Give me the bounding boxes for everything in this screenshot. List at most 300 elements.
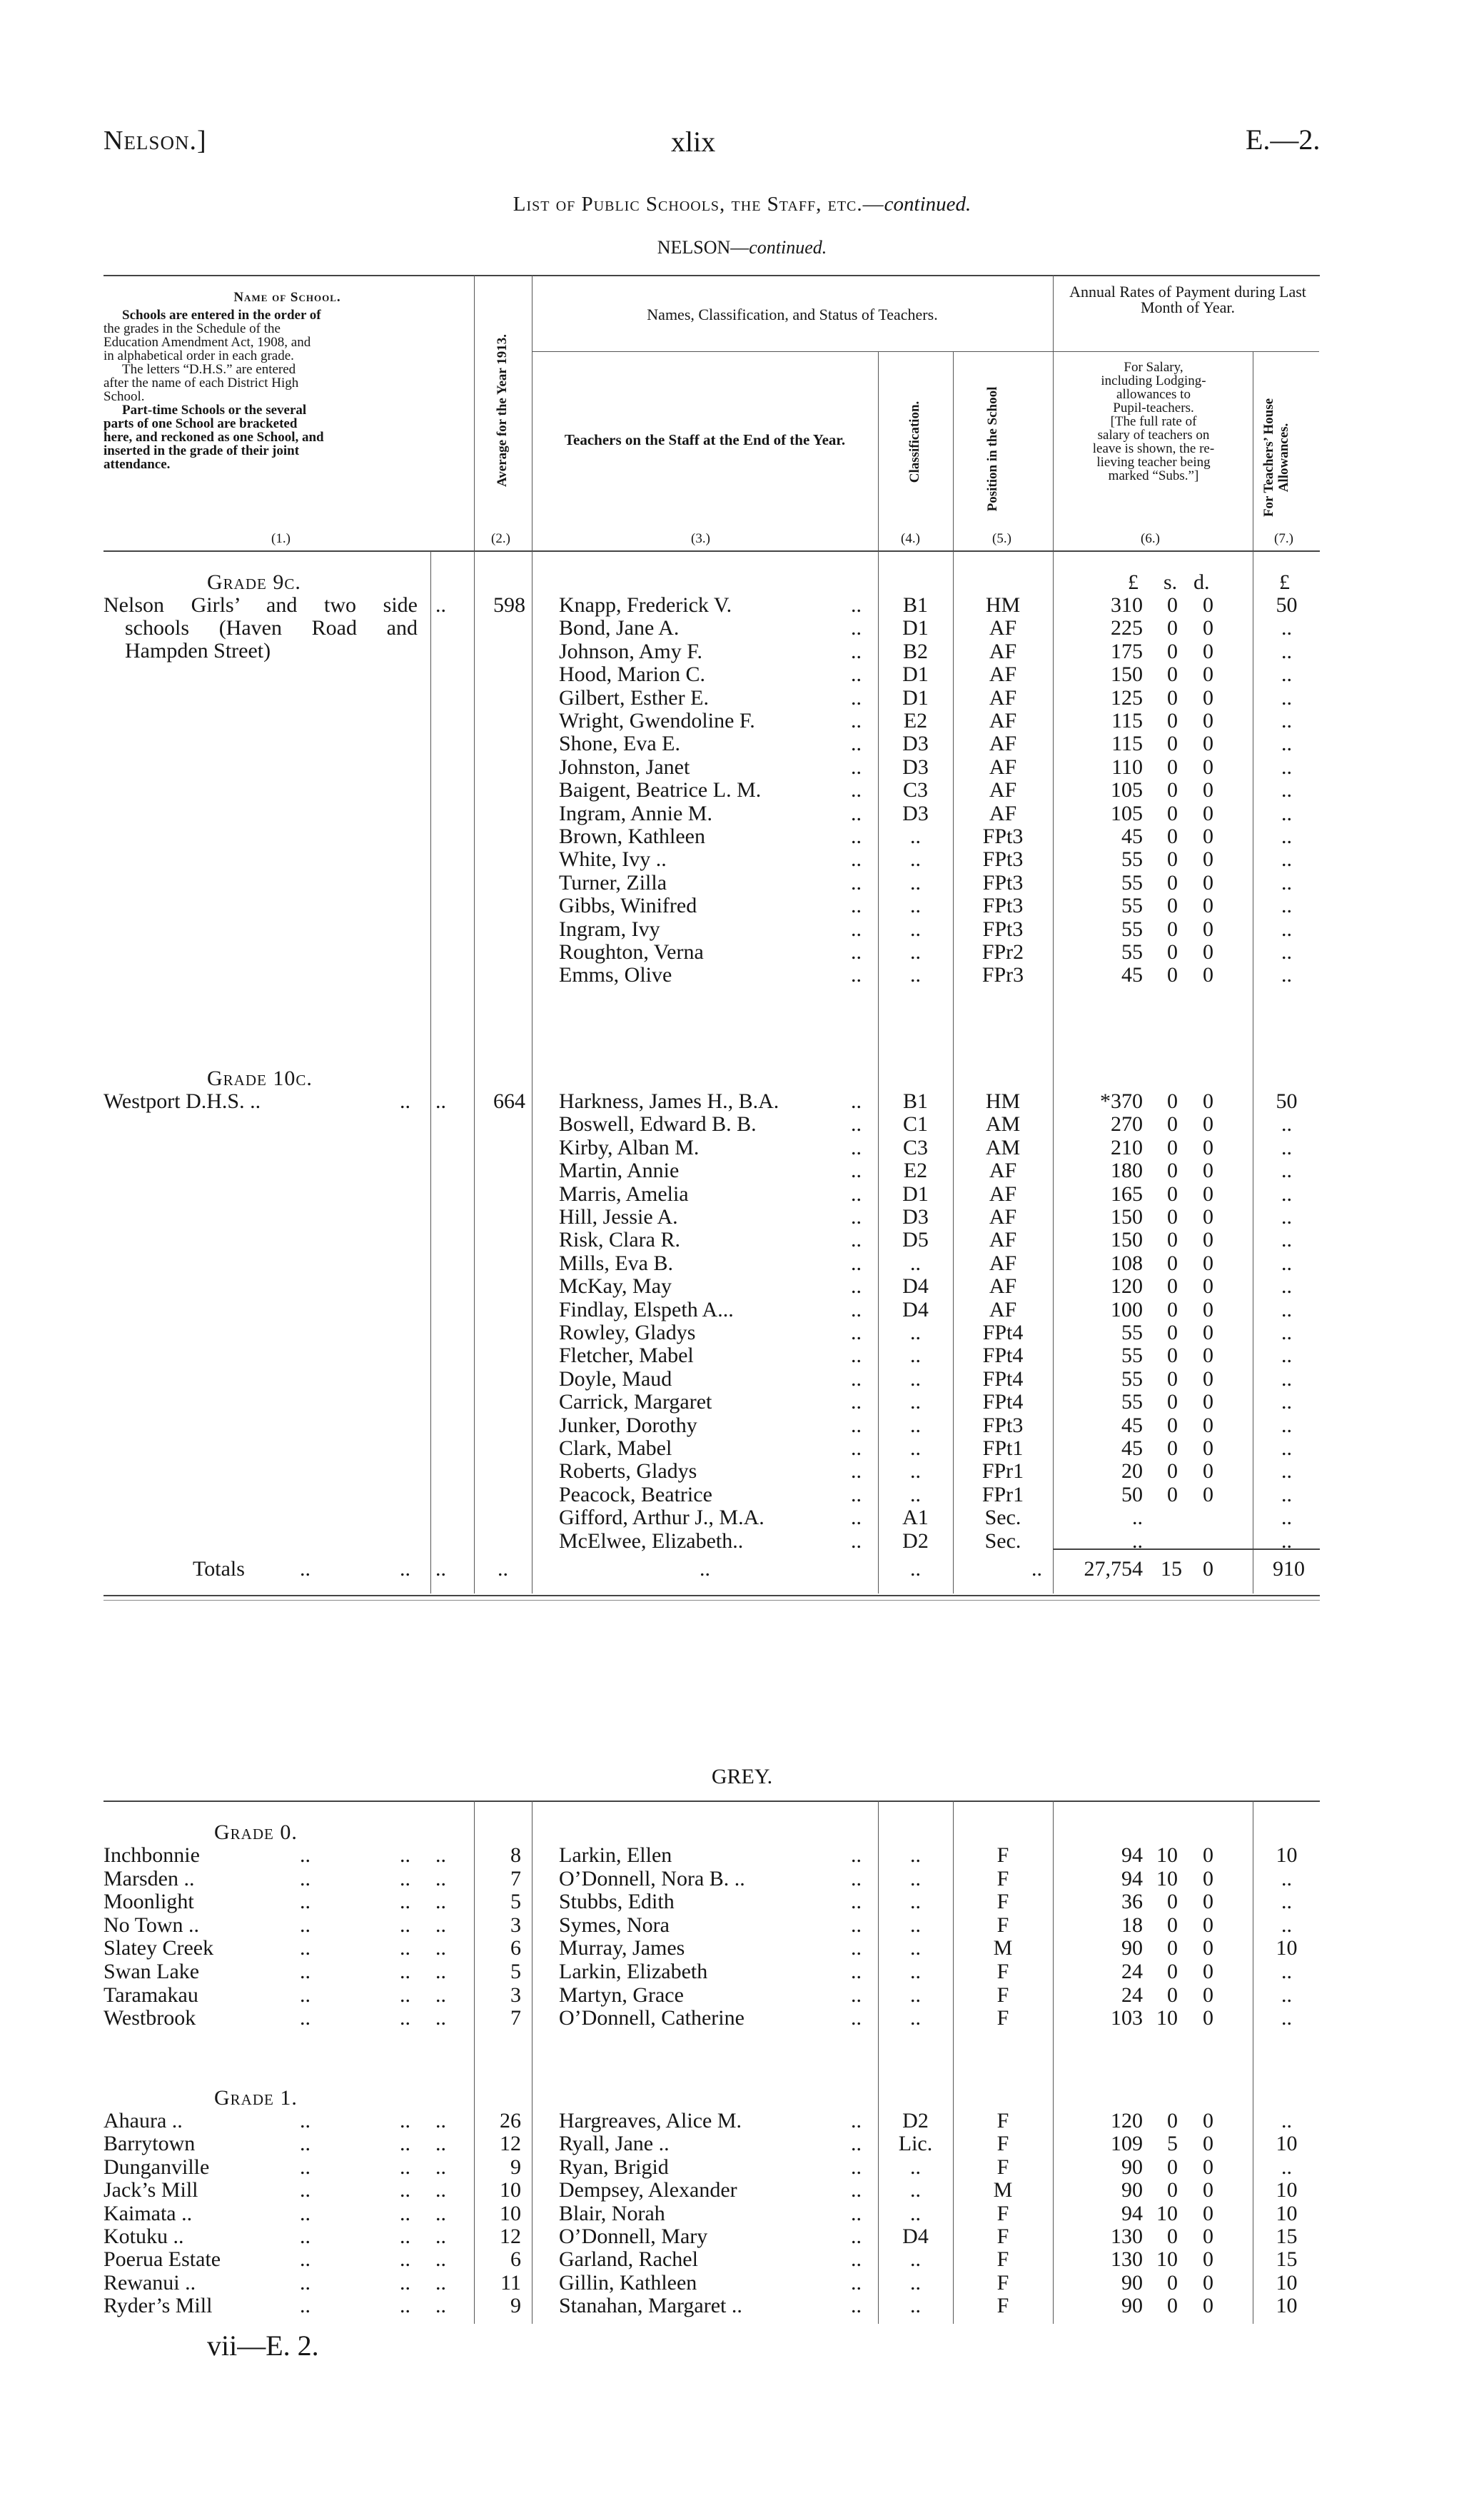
salary-pence: 0 — [1203, 593, 1213, 617]
average-attendance: 10 — [500, 2201, 521, 2225]
leader-dots: .. — [400, 1960, 410, 1983]
house-allowance: .. — [1281, 1321, 1292, 1344]
salary-line: [The full rate of — [1110, 414, 1197, 429]
salary-shillings: 0 — [1167, 1344, 1178, 1368]
salary-shillings: 0 — [1167, 1159, 1178, 1183]
col-number-5: (5.) — [992, 531, 1011, 546]
salary-shillings: 0 — [1167, 732, 1178, 756]
salary-shillings: 0 — [1167, 1390, 1178, 1414]
salary-pence: 0 — [1203, 1344, 1213, 1368]
leader-dots: .. — [851, 1159, 862, 1183]
salary-pence: 0 — [1203, 825, 1213, 848]
salary-pence: 0 — [1203, 1390, 1213, 1414]
leader-dots: .. — [435, 1866, 446, 1890]
teacher-name: Baigent, Beatrice L. M. — [559, 778, 762, 802]
salary-pence: 0 — [1203, 1482, 1213, 1506]
position: AF — [989, 1159, 1017, 1183]
salary-shillings: 0 — [1167, 1459, 1178, 1484]
totals-position: .. — [1031, 1557, 1042, 1581]
position: AF — [989, 778, 1017, 802]
salary-shillings: 0 — [1167, 1297, 1178, 1321]
teacher-name: Carrick, Margaret — [559, 1390, 712, 1414]
teacher-name: Bond, Jane A. — [559, 616, 680, 640]
leader-dots: .. — [400, 2006, 410, 2030]
vline — [474, 551, 475, 1593]
average-attendance: 12 — [500, 2132, 521, 2156]
hdr-vline-3 — [878, 351, 879, 550]
salary-pence: 0 — [1203, 1274, 1213, 1299]
classification: .. — [910, 2006, 921, 2030]
classification: .. — [910, 1983, 921, 2007]
school-name: Jack’s Mill — [104, 2178, 198, 2202]
teacher-name: Ingram, Ivy — [559, 917, 660, 941]
leader-dots: .. — [851, 685, 862, 710]
classification: E2 — [903, 709, 928, 732]
classification: .. — [910, 870, 921, 895]
classification: .. — [910, 1960, 921, 1983]
leader-dots: .. — [435, 2201, 446, 2225]
leader-dots: .. — [851, 940, 862, 964]
average-attendance: 5 — [510, 1890, 521, 1914]
salary-pounds: 90 — [1121, 1936, 1143, 1960]
position: FPr2 — [981, 940, 1024, 964]
position: AF — [989, 685, 1017, 710]
salary-pounds: 18 — [1121, 1913, 1143, 1937]
page-title-continued: continued. — [884, 193, 971, 216]
classification: .. — [910, 847, 921, 872]
position: F — [996, 1890, 1009, 1914]
classification: A1 — [902, 1506, 929, 1530]
classification: .. — [910, 1251, 921, 1275]
leader-dots: .. — [851, 1913, 862, 1937]
position: FPt3 — [982, 917, 1024, 941]
house-allowance: 10 — [1276, 1936, 1298, 1960]
school-name: Westport D.H.S. .. — [104, 1089, 261, 1113]
salary-pounds: 109 — [1111, 2132, 1143, 2156]
leader-dots: .. — [851, 1936, 862, 1960]
leader-dots: .. — [851, 1182, 862, 1206]
salary-pence: 0 — [1203, 1321, 1213, 1344]
salary-pounds: 90 — [1121, 2270, 1143, 2295]
salary-pounds: 55 — [1121, 870, 1143, 895]
leader-dots: .. — [851, 1529, 862, 1553]
teacher-name: Gillin, Kathleen — [559, 2270, 697, 2295]
house-allowance: .. — [1281, 1344, 1292, 1368]
leader-dots: .. — [851, 2109, 862, 2132]
salary-pence: 0 — [1203, 2270, 1213, 2295]
classification: .. — [910, 1913, 921, 1937]
salary-shillings: 0 — [1167, 1205, 1178, 1229]
leader-dots: .. — [300, 2109, 311, 2132]
salary-pence: 0 — [1203, 1366, 1213, 1391]
classification: D4 — [902, 1274, 929, 1299]
school-name: Barrytown — [104, 2132, 196, 2156]
salary-pence: 0 — [1203, 2247, 1213, 2272]
house-allowance: .. — [1281, 639, 1292, 663]
teacher-name: Stubbs, Edith — [559, 1890, 675, 1914]
position: F — [996, 2006, 1009, 2030]
salary-shillings: 0 — [1167, 1890, 1178, 1914]
salary-shillings: 10 — [1156, 2201, 1178, 2225]
leader-dots: .. — [851, 917, 862, 941]
position: Sec. — [984, 1529, 1021, 1553]
col-number-3: (3.) — [691, 531, 710, 546]
average-attendance: 5 — [510, 1960, 521, 1983]
salary-shillings: 0 — [1167, 1135, 1178, 1159]
teacher-name: Murray, James — [559, 1936, 685, 1960]
position: M — [993, 2178, 1013, 2202]
leader-dots: .. — [851, 1843, 862, 1867]
position: FPt3 — [982, 1413, 1024, 1437]
house-allowance: .. — [1281, 1366, 1292, 1391]
house-allowance: 10 — [1276, 2132, 1298, 2156]
header-top-rule — [104, 275, 1320, 276]
classification: .. — [910, 917, 921, 941]
note-line: School. — [104, 389, 145, 404]
leader-dots: .. — [300, 1913, 311, 1937]
teacher-name: Ryan, Brigid — [559, 2155, 669, 2179]
average-attendance: 3 — [510, 1913, 521, 1937]
note-line: after the name of each District High — [104, 376, 299, 391]
salary-pence: 0 — [1203, 2294, 1213, 2318]
house-allowance: .. — [1281, 709, 1292, 732]
salary-shillings: 0 — [1167, 616, 1178, 640]
leader-dots: .. — [435, 2294, 446, 2318]
salary-pounds: 130 — [1111, 2247, 1143, 2272]
position: AF — [989, 732, 1017, 756]
salary-shillings: 0 — [1167, 825, 1178, 848]
classification: E2 — [903, 1159, 928, 1183]
school-name: Ahaura .. — [104, 2109, 183, 2132]
teacher-name: O’Donnell, Mary — [559, 2225, 708, 2248]
position: FPt4 — [982, 1344, 1024, 1368]
teacher-name: Risk, Clara R. — [559, 1228, 680, 1252]
salary-pounds: 115 — [1111, 709, 1143, 732]
salary-pounds: 120 — [1111, 2109, 1143, 2132]
salary-pence: 0 — [1203, 1297, 1213, 1321]
classification: .. — [910, 1321, 921, 1344]
classification: .. — [910, 1459, 921, 1484]
position: FPr1 — [981, 1459, 1024, 1484]
house-allowance: .. — [1281, 825, 1292, 848]
hdr-vline-5 — [1053, 275, 1054, 550]
salary-pounds: 180 — [1111, 1159, 1143, 1183]
page-title — [0, 193, 1484, 216]
leader-dots: .. — [435, 2109, 446, 2132]
leader-dots: .. — [851, 847, 862, 872]
leader-dots: .. — [851, 1413, 862, 1437]
salary-pounds: 45 — [1121, 825, 1143, 848]
house-allowance: .. — [1281, 1866, 1292, 1890]
totals-teachers: .. — [700, 1557, 710, 1581]
position: FPt3 — [982, 894, 1024, 918]
leader-dots: .. — [300, 1960, 311, 1983]
leader-dots: .. — [400, 2109, 410, 2132]
salary-pence: 0 — [1203, 709, 1213, 732]
classification: D2 — [902, 2109, 929, 2132]
classification: C3 — [902, 1135, 928, 1159]
teacher-name: Clark, Mabel — [559, 1436, 672, 1460]
note-line: Education Amendment Act, 1908, and — [104, 335, 311, 350]
salary-shillings: 0 — [1167, 2178, 1178, 2202]
totals-house: 910 — [1273, 1557, 1305, 1581]
salary-pence: 0 — [1203, 2132, 1213, 2156]
salary-line: allowances to — [1116, 387, 1191, 402]
salary-pence: 0 — [1203, 639, 1213, 663]
salary-shillings: 0 — [1167, 963, 1178, 987]
salary-shillings: 10 — [1156, 2247, 1178, 2272]
teacher-name: Marris, Amelia — [559, 1182, 689, 1206]
teacher-name: Knapp, Frederick V. — [559, 593, 732, 617]
salary-pence: 0 — [1203, 1890, 1213, 1914]
average-attendance: 7 — [510, 2006, 521, 2030]
salary-shillings: 10 — [1156, 1843, 1178, 1867]
salary-line: including Lodging- — [1101, 373, 1206, 388]
position: AF — [989, 639, 1017, 663]
salary-pounds: 130 — [1111, 2225, 1143, 2248]
leader-dots: .. — [300, 2201, 311, 2225]
position: F — [996, 2155, 1009, 2179]
leader-dots: .. — [400, 1843, 410, 1867]
classification: .. — [910, 1482, 921, 1506]
salary-pounds: 165 — [1111, 1182, 1143, 1206]
teacher-name: Ingram, Annie M. — [559, 801, 712, 825]
salary-pounds: 55 — [1121, 1366, 1143, 1391]
salary-pence: 0 — [1203, 870, 1213, 895]
position: F — [996, 1983, 1009, 2007]
house-allowance: 10 — [1276, 2201, 1298, 2225]
leader-dots: .. — [851, 663, 862, 687]
house-allowance: .. — [1281, 1913, 1292, 1937]
salary-pounds: 55 — [1121, 847, 1143, 872]
position: F — [996, 2225, 1009, 2248]
leader-dots: .. — [400, 1866, 410, 1890]
position: AF — [989, 709, 1017, 732]
grade-heading: Grade 1. — [214, 2086, 298, 2110]
classification: B1 — [902, 1089, 928, 1113]
salary-shillings: 0 — [1167, 801, 1178, 825]
teacher-name: Brown, Kathleen — [559, 825, 705, 848]
house-allowance: .. — [1281, 732, 1292, 756]
teacher-name: Findlay, Elspeth A... — [559, 1297, 734, 1321]
teacher-name: Ryall, Jane .. — [559, 2132, 670, 2156]
classification: D4 — [902, 1297, 929, 1321]
salary-pounds: .. — [1132, 1529, 1143, 1553]
col-number-6: (6.) — [1141, 531, 1160, 546]
school-name: Swan Lake — [104, 1960, 200, 1983]
salary-pounds: 225 — [1111, 616, 1143, 640]
leader-dots: .. — [851, 1089, 862, 1113]
leader-dots: .. — [851, 778, 862, 802]
page-title-main: List of Public Schools, the Staff, etc.— — [513, 193, 884, 216]
salary-shillings: 0 — [1167, 847, 1178, 872]
average-attendance: 6 — [510, 2247, 521, 2272]
salary-pence: 0 — [1203, 2006, 1213, 2030]
classification: .. — [910, 2247, 921, 2272]
running-head-left: Nelson.] — [104, 126, 207, 156]
position: F — [996, 1843, 1009, 1867]
leader-dots: .. — [851, 870, 862, 895]
leader-dots: .. — [400, 2225, 410, 2248]
leader-dots: .. — [435, 2225, 446, 2248]
house-allowance: .. — [1281, 663, 1292, 687]
hdr-vline-1 — [474, 275, 475, 550]
salary-pence: 0 — [1203, 847, 1213, 872]
teacher-name: Blair, Norah — [559, 2201, 665, 2225]
house-allowance: .. — [1281, 1529, 1292, 1553]
salary-shillings: 0 — [1167, 940, 1178, 964]
salary-pounds: 24 — [1121, 1983, 1143, 2007]
leader-dots: .. — [400, 1983, 410, 2007]
school-name: Kotuku .. — [104, 2225, 184, 2248]
teacher-name: Symes, Nora — [559, 1913, 670, 1937]
salary-pounds: 24 — [1121, 1960, 1143, 1983]
average-column-heading: Average for the Year 1913. — [495, 333, 510, 488]
salary-pence: 0 — [1203, 2109, 1213, 2132]
totals-shillings: 15 — [1161, 1557, 1182, 1581]
position: AF — [989, 801, 1017, 825]
salary-shillings: 0 — [1167, 1112, 1178, 1137]
unit-pence: d. — [1193, 570, 1210, 594]
school-name: Taramakau — [104, 1983, 198, 2007]
salary-pounds: 45 — [1121, 963, 1143, 987]
salary-pounds: 55 — [1121, 894, 1143, 918]
house-allowance: .. — [1281, 1890, 1292, 1914]
totals-classification: .. — [910, 1557, 921, 1581]
house-allowance: .. — [1281, 1297, 1292, 1321]
teacher-name: Garland, Rachel — [559, 2247, 698, 2272]
leader-dots: .. — [851, 1274, 862, 1299]
salary-line: For Salary, — [1124, 360, 1183, 375]
house-allowance: .. — [1281, 1436, 1292, 1460]
salary-shillings: 0 — [1167, 894, 1178, 918]
position: FPr3 — [981, 963, 1024, 987]
house-allowance: .. — [1281, 1960, 1292, 1983]
grade-heading: Grade 10c. — [207, 1067, 313, 1090]
salary-shillings: 0 — [1167, 1436, 1178, 1460]
classification: .. — [910, 1890, 921, 1914]
leader-dots: .. — [851, 755, 862, 779]
note-line: inserted in the grade of their joint — [104, 443, 300, 458]
salary-line: salary of teachers on — [1097, 428, 1210, 443]
classification: D3 — [902, 755, 929, 779]
school-name: Rewanui .. — [104, 2270, 196, 2295]
sheet-signature: vii—E. 2. — [207, 2330, 319, 2362]
position: AF — [989, 1205, 1017, 1229]
leader-dots: .. — [300, 1983, 311, 2007]
salary-pence: 0 — [1203, 963, 1213, 987]
position: F — [996, 2132, 1009, 2156]
leader-dots: .. — [400, 1936, 410, 1960]
note-line: here, and reckoned as one School, and — [104, 430, 324, 445]
position: FPt3 — [982, 825, 1024, 848]
position-column-heading: Position in the School — [985, 386, 1000, 512]
salary-pence: 0 — [1203, 1228, 1213, 1252]
salary-shillings: 0 — [1167, 685, 1178, 710]
classification: D1 — [902, 663, 929, 687]
school-name: No Town .. — [104, 1913, 200, 1937]
position: AF — [989, 755, 1017, 779]
leader-dots: .. — [851, 1890, 862, 1914]
salary-line: leave is shown, the re- — [1092, 441, 1215, 456]
position: F — [996, 1866, 1009, 1890]
leader-dots: .. — [851, 2006, 862, 2030]
salary-pence: 0 — [1203, 1182, 1213, 1206]
leader-dots: .. — [851, 963, 862, 987]
teacher-name: Stanahan, Margaret .. — [559, 2294, 742, 2318]
salary-pounds: 90 — [1121, 2178, 1143, 2202]
house-allowance: .. — [1281, 1482, 1292, 1506]
position: AM — [985, 1135, 1021, 1159]
house-allowance: .. — [1281, 1228, 1292, 1252]
position: F — [996, 2270, 1009, 2295]
house-allowance: .. — [1281, 2109, 1292, 2132]
position: AM — [985, 1112, 1021, 1137]
salary-pounds: 105 — [1111, 801, 1143, 825]
salary-pounds: 55 — [1121, 940, 1143, 964]
school-name: Nelson Girls’ and two side — [104, 593, 418, 617]
leader-dots: .. — [435, 2247, 446, 2272]
note-line: The letters “D.H.S.” are entered — [122, 362, 296, 377]
leader-dots: .. — [851, 1459, 862, 1484]
salary-pounds: 120 — [1111, 1274, 1143, 1299]
salary-pounds: 20 — [1121, 1459, 1143, 1484]
house-allowance: 10 — [1276, 2294, 1298, 2318]
salary-pounds: 90 — [1121, 2155, 1143, 2179]
salary-shillings: 0 — [1167, 709, 1178, 732]
teacher-name: Gibbs, Winifred — [559, 894, 697, 918]
house-allowance: .. — [1281, 940, 1292, 964]
classification: .. — [910, 1936, 921, 1960]
salary-pence: 0 — [1203, 1159, 1213, 1183]
leader-dots: .. — [851, 1228, 862, 1252]
salary-shillings: 0 — [1167, 1983, 1178, 2007]
leader-dots: .. — [851, 2155, 862, 2179]
salary-pounds: 110 — [1111, 755, 1143, 779]
col-number-2: (2.) — [491, 531, 510, 546]
leader-dots: .. — [851, 2178, 862, 2202]
house-allowance: .. — [1281, 1506, 1292, 1530]
salary-shillings: 0 — [1167, 639, 1178, 663]
classification: .. — [910, 894, 921, 918]
teacher-name: Mills, Eva B. — [559, 1251, 674, 1275]
salary-pounds: 50 — [1121, 1482, 1143, 1506]
salary-pounds: 108 — [1111, 1251, 1143, 1275]
salary-pence: 0 — [1203, 1983, 1213, 2007]
teacher-name: Hill, Jessie A. — [559, 1205, 678, 1229]
salary-pounds: 94 — [1121, 2201, 1143, 2225]
salary-pence: 0 — [1203, 1436, 1213, 1460]
leader-dots: .. — [851, 2225, 862, 2248]
leader-dots: .. — [851, 894, 862, 918]
average-attendance: 11 — [500, 2270, 521, 2295]
house-allowance: 50 — [1276, 1089, 1298, 1113]
leader-dots: .. — [435, 1089, 446, 1113]
salary-pounds: 103 — [1111, 2006, 1143, 2030]
salary-pence: 0 — [1203, 616, 1213, 640]
salary-shillings: 0 — [1167, 1321, 1178, 1344]
salary-pounds: 125 — [1111, 685, 1143, 710]
leader-dots: .. — [851, 732, 862, 756]
salary-shillings: 0 — [1167, 1089, 1178, 1113]
average-attendance: 8 — [510, 1843, 521, 1867]
totals-pence: 0 — [1203, 1557, 1213, 1581]
leader-dots: .. — [435, 593, 446, 617]
teacher-name: Boswell, Edward B. B. — [559, 1112, 757, 1137]
leader-dots: .. — [851, 2132, 862, 2156]
average-attendance: 12 — [500, 2225, 521, 2248]
teacher-name: Peacock, Beatrice — [559, 1482, 712, 1506]
